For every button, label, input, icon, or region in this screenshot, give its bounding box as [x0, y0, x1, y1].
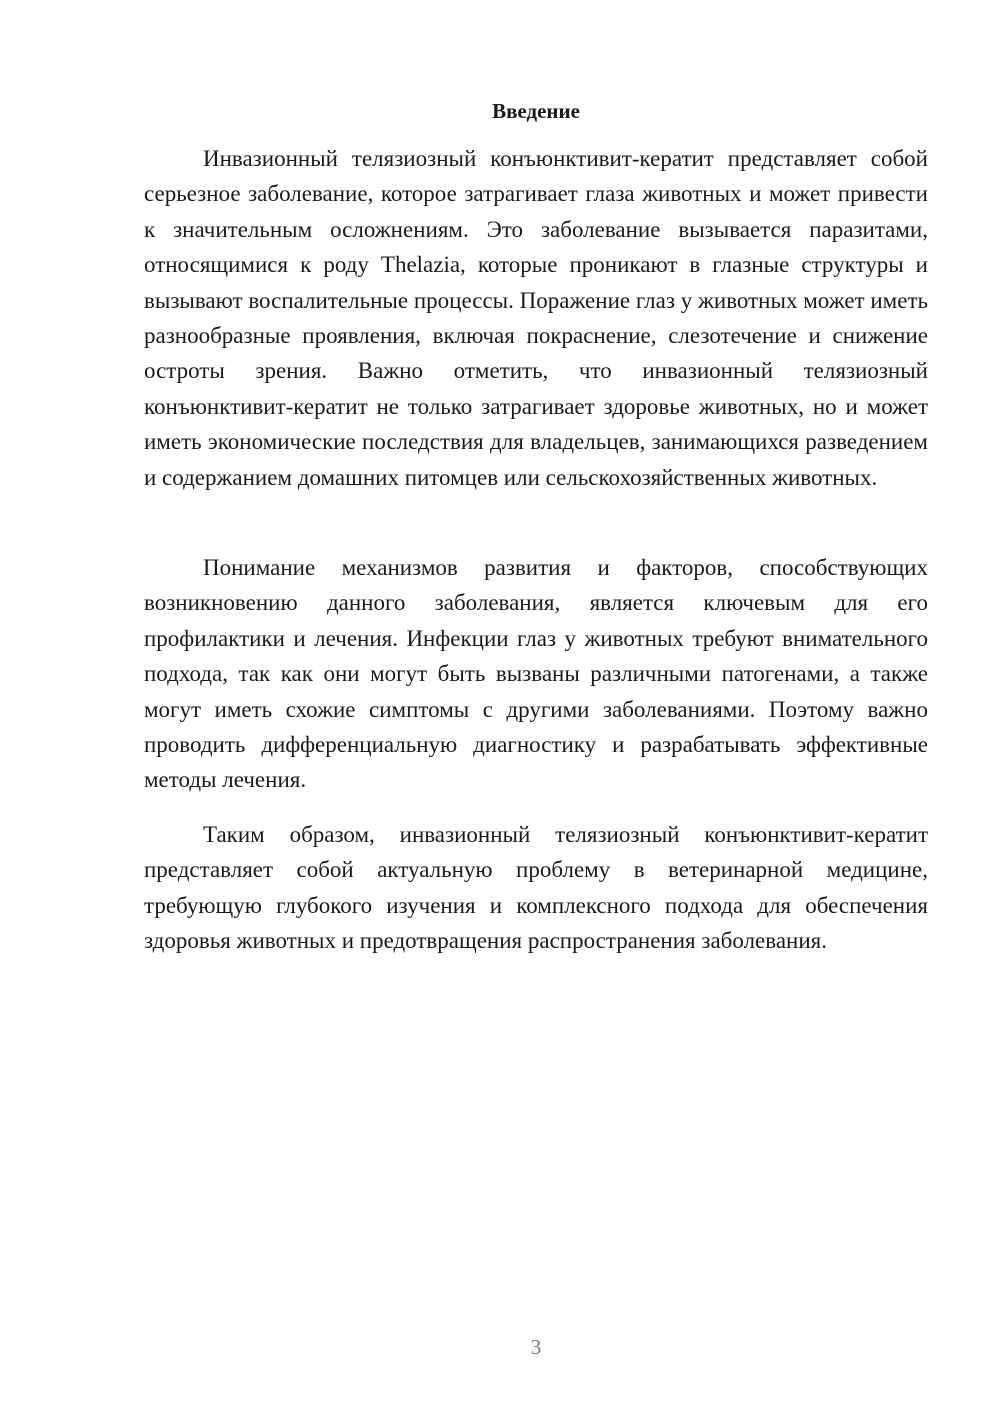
- body-paragraph-2: Понимание механизмов развития и факторов, способствующих возникновению данного заболевания, является ключевым для его профилактики и лечения. Инфекции глаз у животных требуют внимательного подхода, так как они могут быть вызваны различными патогенами, а также могут иметь схожие симптомы с другими заболеваниями. Поэтому важно проводить дифференциальную диагностику и разрабатывать эффективные методы лечения.: [144, 555, 928, 793]
- page-number: 3: [530, 1335, 542, 1359]
- body-paragraph-3: Таким образом, инвазионный телязиозный конъюнктивит-кератит представляет собой актуальную проблему в ветеринарной медицине, требующую глубокого изучения и комплексного подхода для обеспечения здоровья животных и предотвращения распространения заболевания.: [144, 822, 928, 954]
- body-paragraph-1: Инвазионный телязиозный конъюнктивит-кератит представляет собой серьезное заболевание, которое затрагивает глаза животных и может привести к значительным осложнениям. Это заболевание вызывается паразитами, относящимися к роду Thelazia, которые проникают в глазные структуры и вызывают воспалительные процессы. Поражение глаз у животных может иметь разнообразные проявления, включая покраснение, слезотечение и снижение остроты зрения. Важно отметить, что инвазионный телязиозный конъюнктивит-кератит не только затрагивает здоровье животных, но и может иметь экономические последствия для владельцев, занимающихся разведением и содержанием домашних питомцев или сельскохозяйственных животных.: [144, 146, 928, 490]
- page-title: Введение: [492, 99, 580, 123]
